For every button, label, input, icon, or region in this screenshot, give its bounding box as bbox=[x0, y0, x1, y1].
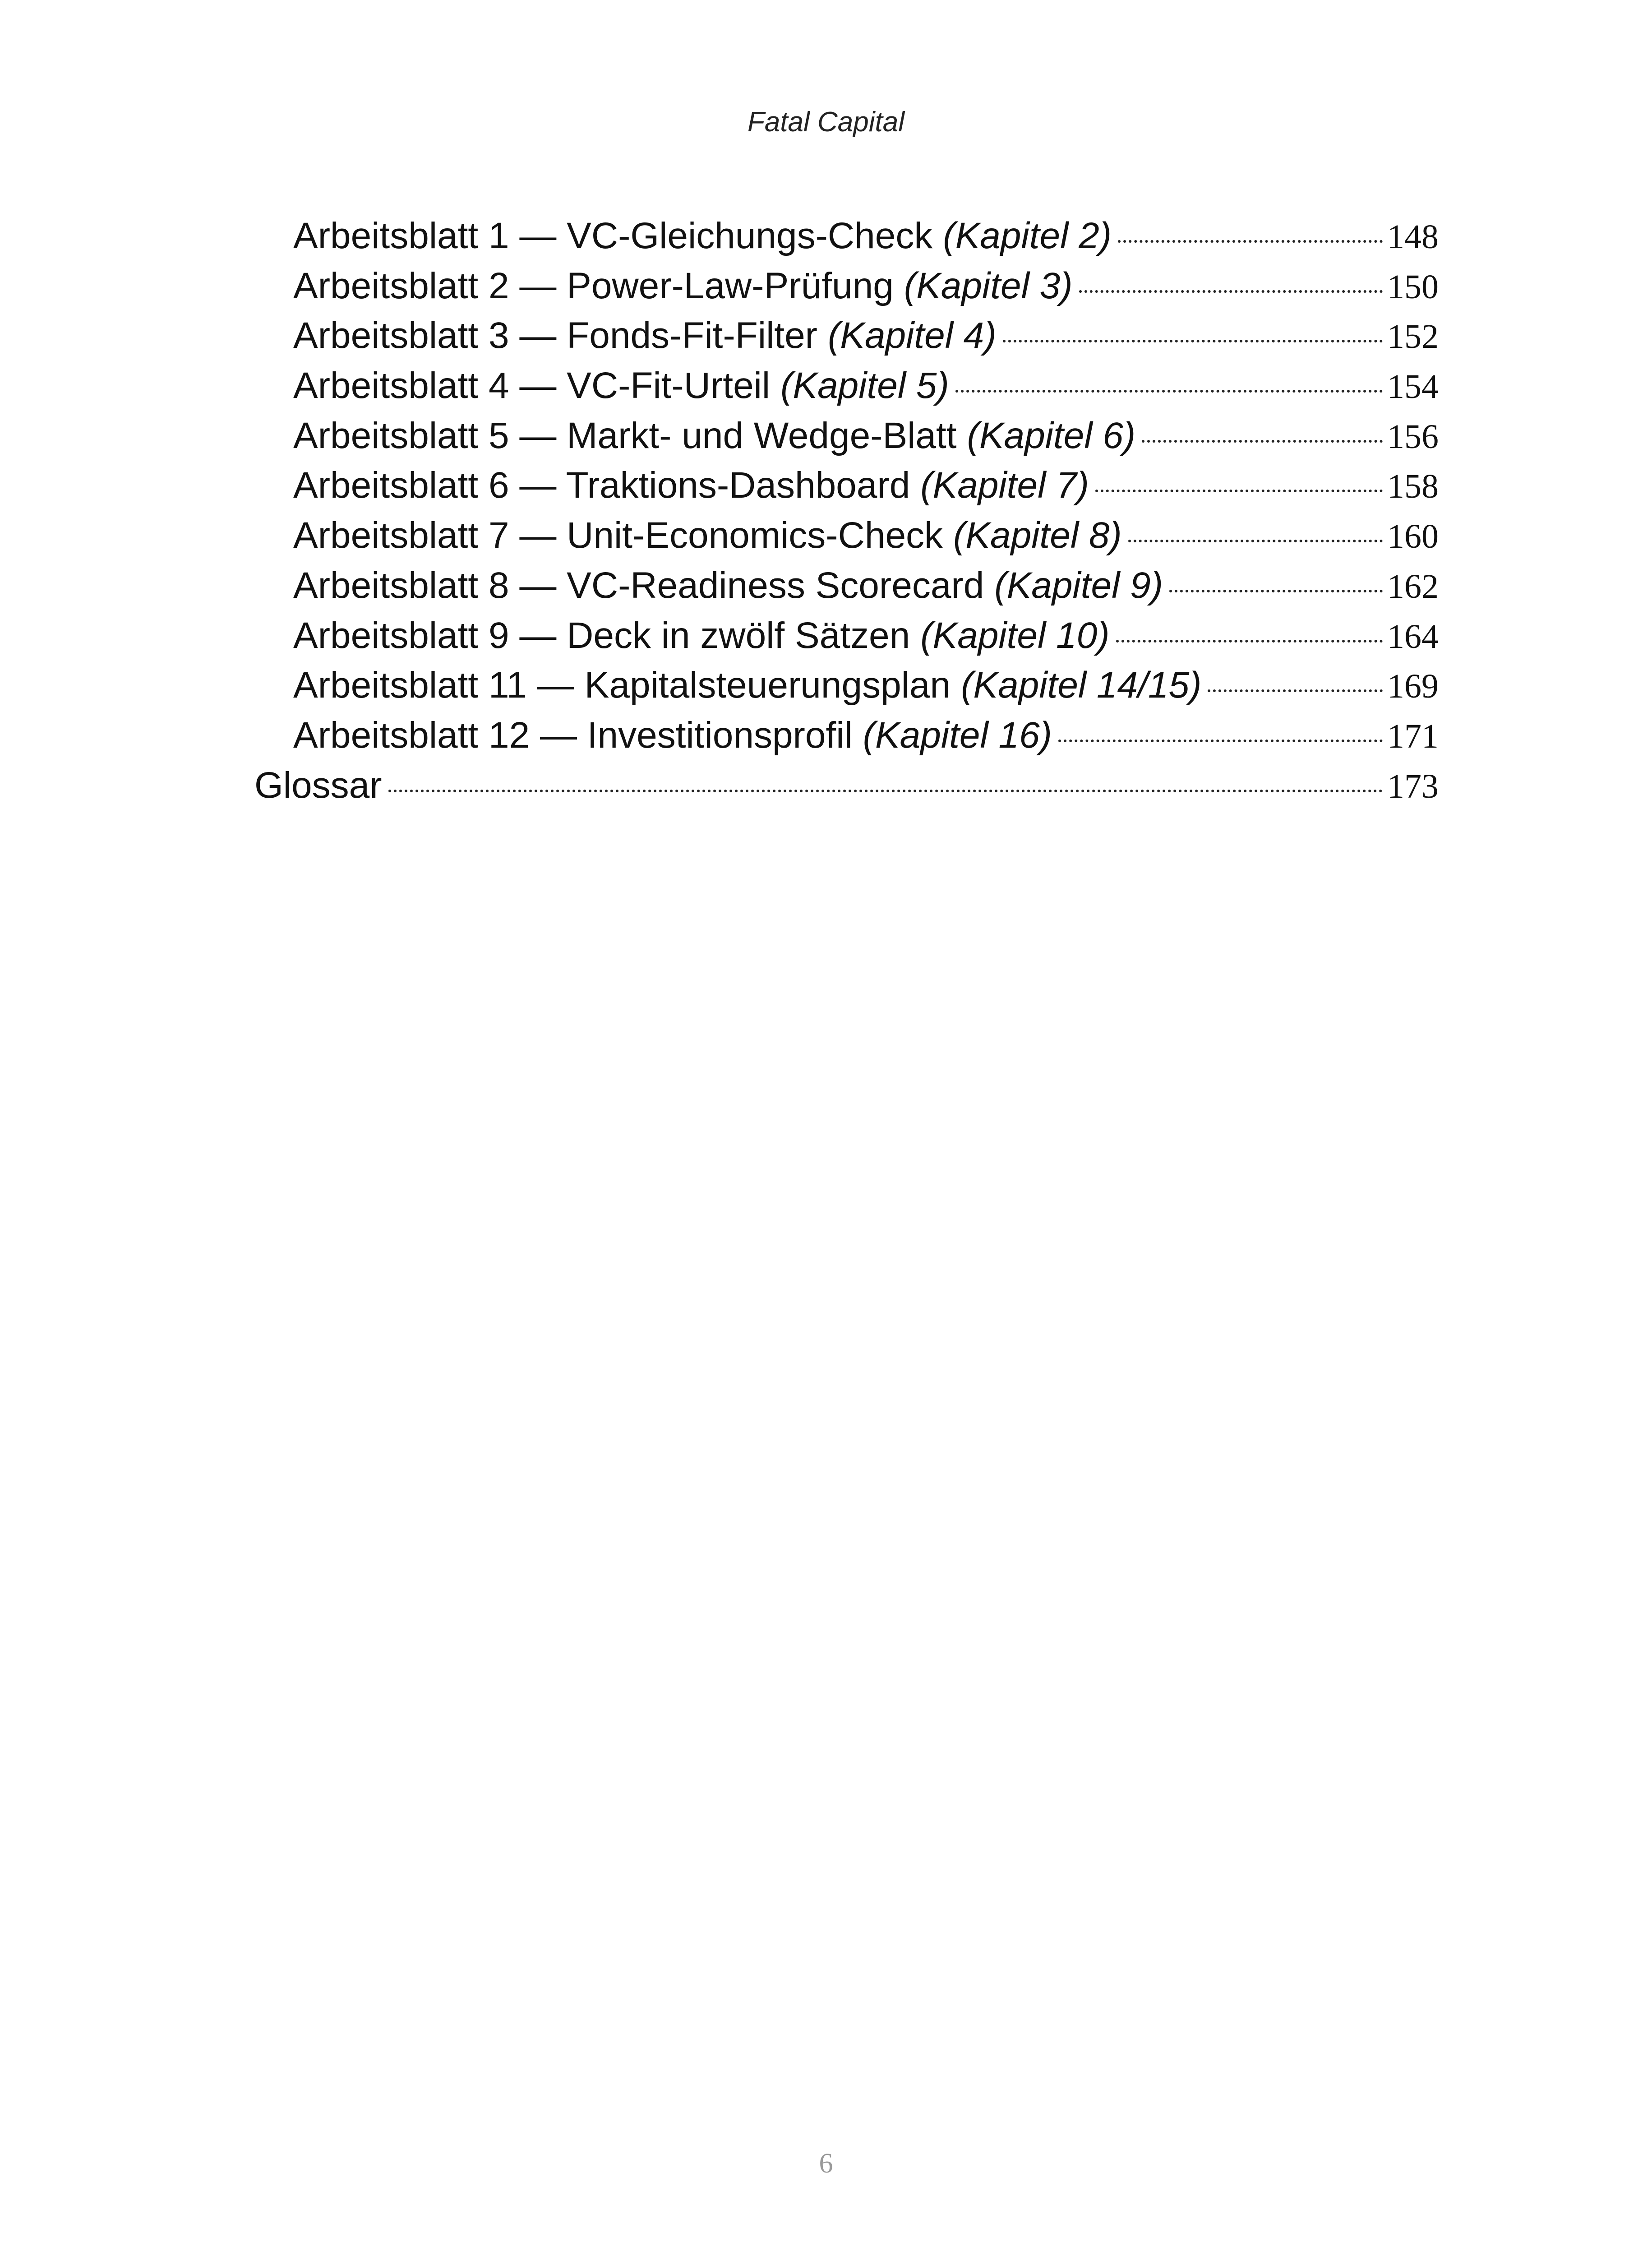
table-of-contents bbox=[254, 211, 1439, 810]
toc-entry-arbeitsblatt-6[interactable] bbox=[254, 461, 1439, 511]
dot-leader bbox=[1079, 290, 1383, 293]
toc-entry-chapter: (Kapitel 4) bbox=[827, 315, 997, 356]
toc-entry-page: 169 bbox=[1387, 667, 1439, 706]
toc-entry-title: Arbeitsblatt 3 — Fonds-Fit-Filter bbox=[293, 315, 817, 356]
toc-entry-chapter: (Kapitel 9) bbox=[994, 564, 1163, 606]
toc-entry-page: 152 bbox=[1387, 318, 1439, 356]
toc-entry-chapter: (Kapitel 16) bbox=[863, 714, 1052, 756]
dot-leader bbox=[1003, 340, 1383, 342]
toc-entry-title: Arbeitsblatt 11 — Kapitalsteuerungsplan bbox=[293, 665, 951, 706]
dot-leader bbox=[1116, 640, 1383, 643]
toc-entry-title: Arbeitsblatt 2 — Power-Law-Prüfung bbox=[293, 265, 894, 306]
toc-entry-title: Arbeitsblatt 1 — VC-Gleichungs-Check bbox=[293, 215, 933, 256]
dot-leader bbox=[1128, 540, 1383, 542]
toc-entry-title: Arbeitsblatt 8 — VC-Readiness Scorecard bbox=[293, 564, 984, 606]
toc-entry-arbeitsblatt-1[interactable] bbox=[254, 211, 1439, 261]
toc-entry-title: Arbeitsblatt 9 — Deck in zwölf Sätzen bbox=[293, 615, 910, 656]
toc-entry-page: 173 bbox=[1387, 767, 1439, 805]
dot-leader bbox=[1118, 240, 1383, 243]
toc-entry-page: 160 bbox=[1387, 518, 1439, 556]
toc-entry-page: 171 bbox=[1387, 717, 1439, 755]
dot-leader bbox=[1058, 740, 1383, 742]
running-header: Fatal Capital bbox=[747, 106, 905, 138]
toc-entry-chapter: (Kapitel 5) bbox=[780, 365, 949, 407]
dot-leader bbox=[1142, 440, 1383, 443]
dot-leader bbox=[1095, 490, 1383, 492]
toc-entry-chapter: (Kapitel 6) bbox=[967, 415, 1136, 456]
toc-entry-page: 154 bbox=[1387, 368, 1439, 406]
toc-entry-page: 158 bbox=[1387, 467, 1439, 506]
toc-entry-glossar[interactable] bbox=[254, 761, 1439, 811]
toc-entry-title: Arbeitsblatt 5 — Markt- und Wedge-Blatt bbox=[293, 415, 957, 456]
toc-entry-arbeitsblatt-7[interactable] bbox=[254, 511, 1439, 561]
toc-entry-arbeitsblatt-11[interactable] bbox=[254, 661, 1439, 711]
toc-entry-page: 164 bbox=[1387, 617, 1439, 656]
toc-entry-title: Arbeitsblatt 7 — Unit-Economics-Check bbox=[293, 515, 943, 556]
toc-entry-arbeitsblatt-9[interactable] bbox=[254, 611, 1439, 661]
toc-entry-chapter: (Kapitel 3) bbox=[904, 265, 1073, 306]
toc-entry-page: 150 bbox=[1387, 268, 1439, 306]
toc-entry-chapter: (Kapitel 8) bbox=[953, 515, 1122, 556]
toc-entry-chapter: (Kapitel 10) bbox=[920, 615, 1110, 656]
toc-entry-page: 162 bbox=[1387, 567, 1439, 606]
toc-entry-arbeitsblatt-5[interactable] bbox=[254, 411, 1439, 461]
dot-leader bbox=[1169, 590, 1383, 592]
toc-entry-page: 148 bbox=[1387, 218, 1439, 256]
toc-entry-arbeitsblatt-4[interactable] bbox=[254, 361, 1439, 411]
dot-leader bbox=[1208, 689, 1383, 692]
toc-entry-title: Glossar bbox=[254, 764, 382, 806]
toc-entry-chapter: (Kapitel 7) bbox=[920, 465, 1089, 506]
toc-entry-title: Arbeitsblatt 6 — Traktions-Dashboard bbox=[293, 465, 910, 506]
dot-leader bbox=[388, 790, 1383, 792]
toc-entry-chapter: (Kapitel 2) bbox=[943, 215, 1112, 256]
toc-entry-arbeitsblatt-8[interactable] bbox=[254, 561, 1439, 611]
toc-entry-arbeitsblatt-2[interactable] bbox=[254, 261, 1439, 311]
toc-entry-title: Arbeitsblatt 4 — VC-Fit-Urteil bbox=[293, 365, 771, 407]
toc-entry-arbeitsblatt-3[interactable] bbox=[254, 311, 1439, 361]
page-number: 6 bbox=[819, 2148, 833, 2179]
toc-entry-page: 156 bbox=[1387, 417, 1439, 456]
toc-entry-arbeitsblatt-12[interactable] bbox=[254, 711, 1439, 761]
dot-leader bbox=[955, 390, 1383, 393]
toc-entry-title: Arbeitsblatt 12 — Investitionsprofil bbox=[293, 714, 853, 756]
toc-entry-chapter: (Kapitel 14/15) bbox=[961, 665, 1202, 706]
